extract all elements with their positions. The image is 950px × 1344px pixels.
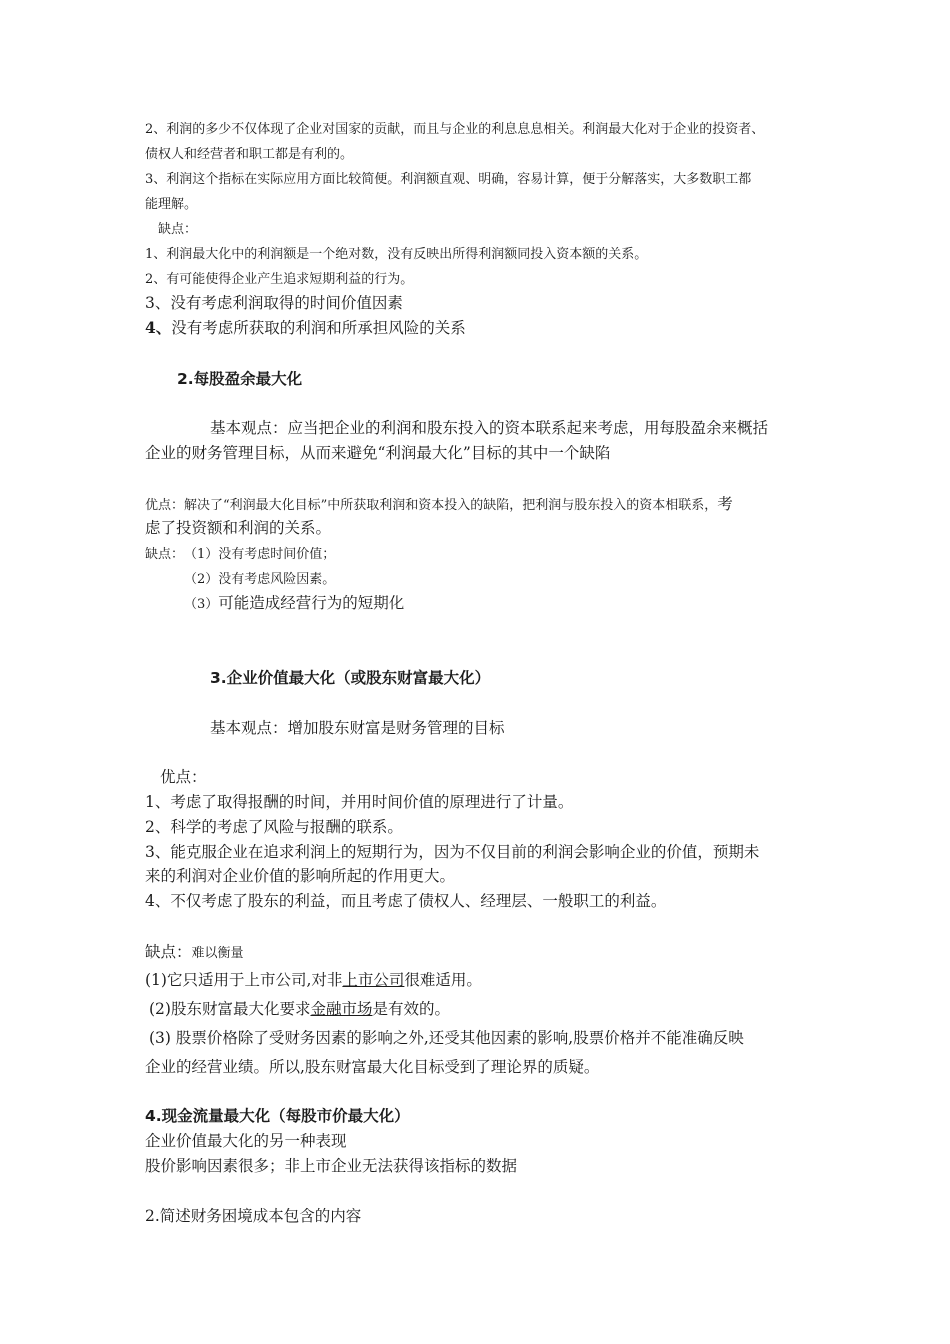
value-adv-title: 优点： <box>160 768 207 786</box>
financial-market-link[interactable]: 金融市场 <box>310 1000 373 1018</box>
value-disadv-note: 难以衡量 <box>191 946 244 961</box>
eps-disadv-1: （1）没有考虑时间价值； <box>184 547 336 562</box>
value-disadv-label: 缺点： <box>145 943 192 961</box>
value-adv-3-cont: 来的利润对企业价值的影响所起的作用更大。 <box>145 867 456 885</box>
profit-disadv-4-num: 4、 <box>145 318 172 337</box>
eps-heading: 2.每股盈余最大化 <box>177 370 303 388</box>
eps-adv-line1-main: 优点：解决了“利润最大化目标”中所获取利润和资本投入的缺陷，把利润与股东投入的资本相联系， <box>145 498 718 513</box>
eps-disadv-3-num: （3） <box>184 597 219 612</box>
value-adv-3: 3、能克服企业在追求利润上的短期行为，因为不仅目前的利润会影响企业的价值，预期未 <box>145 843 760 861</box>
value-disadv-p1-text: (1)它只适用于上市公司,对非 <box>145 971 343 989</box>
profit-disadv-3: 3、没有考虑利润取得的时间价值因素 <box>145 294 403 312</box>
profit-disadv-4 <box>145 316 466 338</box>
profit-disadv-4-text: 没有考虑所获取的利润和所承担风险的关系 <box>171 319 466 337</box>
eps-disadv-label: 缺点： <box>145 547 185 562</box>
value-disadv-p1-tail: 很难适用。 <box>404 971 482 989</box>
cashflow-heading: 4.现金流量最大化（每股市价最大化） <box>145 1107 410 1125</box>
eps-adv-line1-end: 考 <box>717 495 733 513</box>
cashflow-line1: 企业价值最大化的另一种表现 <box>145 1132 347 1150</box>
cashflow-line2: 股价影响因素很多；非上市企业无法获得该指标的数据 <box>145 1157 518 1175</box>
value-disadv-line <box>145 940 244 962</box>
eps-disadv-3 <box>184 591 404 613</box>
value-adv-1: 1、考虑了取得报酬的时间，并用时间价值的原理进行了计量。 <box>145 793 574 811</box>
value-disadv-p3-line1: (3) 股票价格除了受财务因素的影响之外,还受其他因素的影响,股票价格并不能准确反映 <box>149 1029 744 1047</box>
value-adv-4: 4、不仅考虑了股东的利益，而且考虑了债权人、经理层、一般职工的利益。 <box>145 892 667 910</box>
value-disadv-p3-line2: 企业的经营业绩。所以,股东财富最大化目标受到了理论界的质疑。 <box>145 1058 600 1076</box>
profit-adv2-line1: 2、利润的多少不仅体现了企业对国家的贡献，而且与企业的利息息息相关。利润最大化对于企业的投资者、 <box>145 122 765 137</box>
profit-disadv-2: 2、有可能使得企业产生追求短期利益的行为。 <box>145 272 414 287</box>
profit-adv2-line2: 债权人和经营者和职工都是有利的。 <box>145 147 354 162</box>
eps-adv-line2: 虑了投资额和利润的关系。 <box>145 519 332 537</box>
question-2: 2.简述财务困境成本包含的内容 <box>145 1207 362 1225</box>
profit-adv3-line2: 能理解。 <box>145 197 198 212</box>
eps-disadv-2: （2）没有考虑风险因素。 <box>184 572 336 587</box>
value-disadv-p2-text: (2)股东财富最大化要求 <box>149 1000 311 1018</box>
profit-adv3-line1: 3、利润这个指标在实际应用方面比较简便。利润额直观、明确，容易计算，便于分解落实，大多数职工都 <box>145 172 752 187</box>
value-heading: 3.企业价值最大化（或股东财富最大化） <box>210 669 491 687</box>
value-disadv-p2 <box>149 997 450 1019</box>
value-adv-2: 2、科学的考虑了风险与报酬的联系。 <box>145 818 403 836</box>
profit-disadv-title: 缺点： <box>158 222 198 237</box>
profit-disadv-1: 1、利润最大化中的利润额是一个绝对数，没有反映出所得利润额同投入资本额的关系。 <box>145 247 648 262</box>
listed-company-link[interactable]: 上市公司 <box>342 971 405 989</box>
value-disadv-p1 <box>145 968 482 990</box>
eps-adv-line1 <box>145 492 733 514</box>
eps-view-line1: 基本观点：应当把企业的利润和股东投入的资本联系起来考虑，用每股盈余来概括 <box>210 419 769 437</box>
eps-view-line2: 企业的财务管理目标，从而来避免“利润最大化”目标的其中一个缺陷 <box>145 444 611 462</box>
eps-disadv-3-text: 可能造成经营行为的短期化 <box>218 594 405 612</box>
value-disadv-p2-tail: 是有效的。 <box>372 1000 450 1018</box>
value-view: 基本观点：增加股东财富是财务管理的目标 <box>210 719 505 737</box>
